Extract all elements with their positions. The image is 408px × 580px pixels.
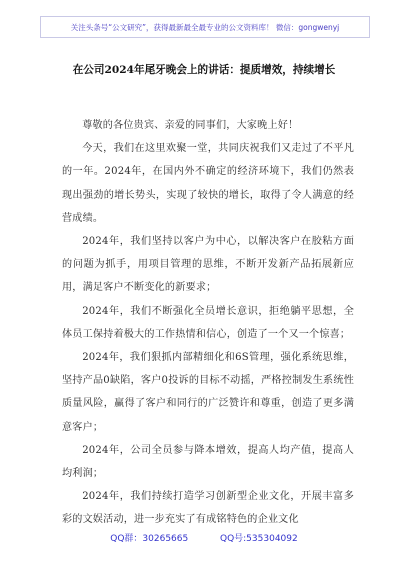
paragraph-cost: 2024年，公司全员参与降本增效，提高人均产值，提高人均利润；	[62, 444, 354, 480]
paragraph-customer: 2024年，我们坚持以客户为中心，以解决客户在胶粘方面的问题为抓手，用项目管理的思维，不断开发新产品拓展新应用，满足客户不断变化的新要求；	[62, 236, 354, 294]
document-title: 在公司2024年尾牙晚会上的讲话：提质增效，持续增长	[72, 64, 336, 76]
header-banner: 关注头条号“公文研究”，获得最新最全最专业的公文资料库！ 微信：gongwenyj	[40, 16, 370, 38]
paragraph-growth: 2024年，我们不断强化全员增长意识，拒绝躺平思想，全体员工保持着极大的工作热情和信心，创造了一个又一个惊喜；	[62, 305, 354, 340]
footer-qq-number: QQ号:535304092	[219, 534, 298, 544]
footer-qq-group: QQ群：30265665	[110, 534, 189, 544]
paragraph-greeting: 尊敬的各位贵宾、亲爱的同事们，大家晚上好！	[82, 120, 299, 131]
document-body	[62, 114, 354, 532]
footer-contact	[0, 531, 408, 544]
paragraph-intro: 今天，我们在这里欢聚一堂，共同庆祝我们又走过了不平凡的一年。2024年，在国内外不确定的经济环境下，我们仍然表现出强劲的增长势头，实现了较快的增长，取得了令人满意的经营成绩。	[62, 143, 354, 224]
paragraph-culture: 2024年，我们持续打造学习创新型企业文化，开展丰富多彩的文娱活动，进一步充实了有成铭特色的企业文化	[62, 491, 354, 526]
paragraph-quality: 2024年，我们狠抓内部精细化和6S管理，强化系统思维，坚持产品0缺陷，客户0投诉的目标不动摇，严格控制发生系统性质量风险，赢得了客户和同行的广泛赞许和尊重，创造了更多满意客户；	[62, 352, 354, 433]
